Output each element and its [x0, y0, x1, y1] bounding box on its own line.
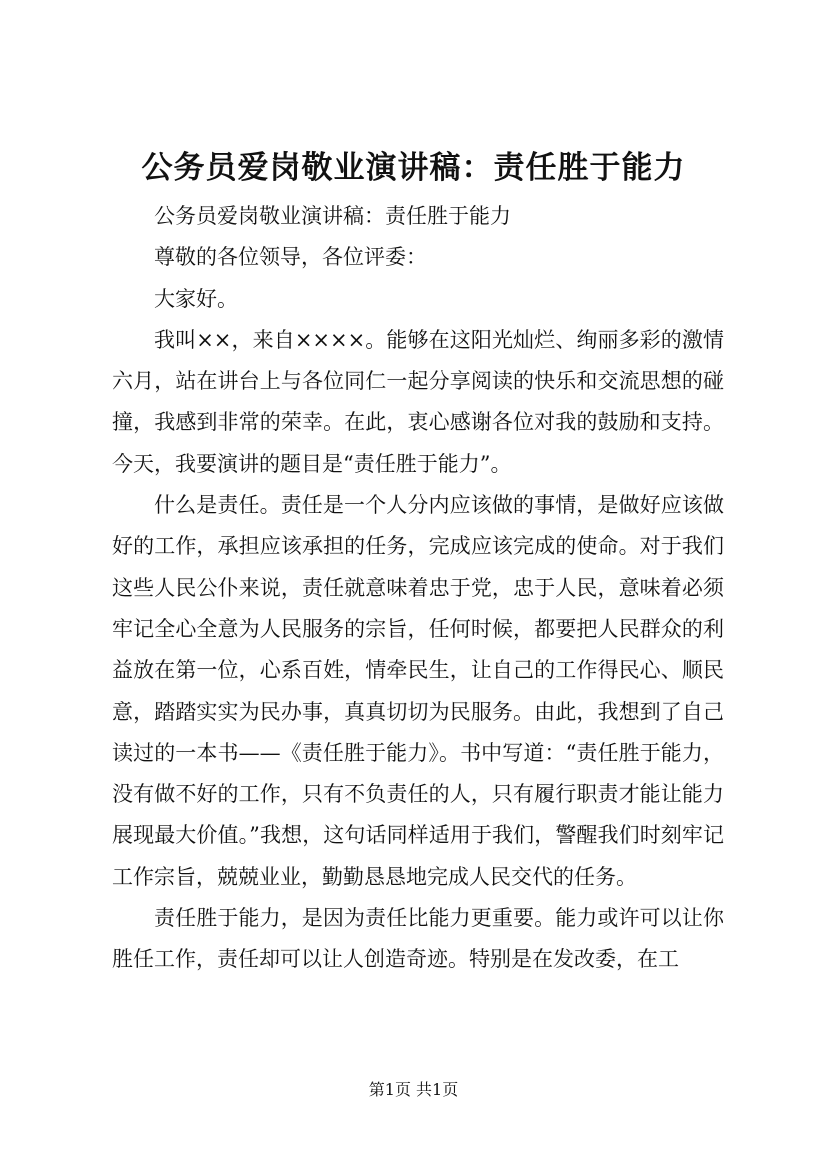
document-title: 公务员爱岗敬业演讲稿：责任胜于能力: [141, 150, 686, 186]
paragraph-responsibility-over-ability: 责任胜于能力，是因为责任比能力更重要。能力或许可以让你胜任工作，责任却可以让人创造奇迹。特别是在发改委，在工: [112, 906, 724, 972]
document-body: [112, 196, 724, 981]
paragraph-greeting: 大家好。: [154, 286, 238, 311]
paragraph-introduction: 我叫××，来自××××。能够在这阳光灿烂、绚丽多彩的激情六月，站在讲台上与各位同仁一起分享阅读的快乐和交流思想的碰撞，我感到非常的荣幸。在此，衷心感谢各位对我的鼓励和支持。今天，我要演讲的题目是“责任胜于能力”。: [112, 327, 724, 476]
paragraph-what-is-responsibility: 什么是责任。责任是一个人分内应该做的事情，是做好应该做好的工作，承担应该承担的任务，完成应该完成的使命。对于我们这些人民公仆来说，责任就意味着忠于党，忠于人民，意味着必须牢记全心全意为人民服务的宗旨，任何时候，都要把人民群众的利益放在第一位，心系百姓，情牵民生，让自己的工作得民心、顺民意，踏踏实实为民办事，真真切切为民服务。由此，我想到了自己读过的一本书——《责任胜于能力》。书中写道：“责任胜于能力，没有做不好的工作，只有不负责任的人，只有履行职责才能让能力展现最大价值。”我想，这句话同样适用于我们，警醒我们时刻牢记工作宗旨，兢兢业业，勤勤恳恳地完成人民交代的任务。: [112, 493, 724, 889]
paragraph-subtitle: 公务员爱岗敬业演讲稿：责任胜于能力: [154, 204, 511, 228]
page-number-footer: 第1页 共1页: [368, 1080, 459, 1099]
paragraph-salutation: 尊敬的各位领导，各位评委：: [154, 245, 427, 270]
